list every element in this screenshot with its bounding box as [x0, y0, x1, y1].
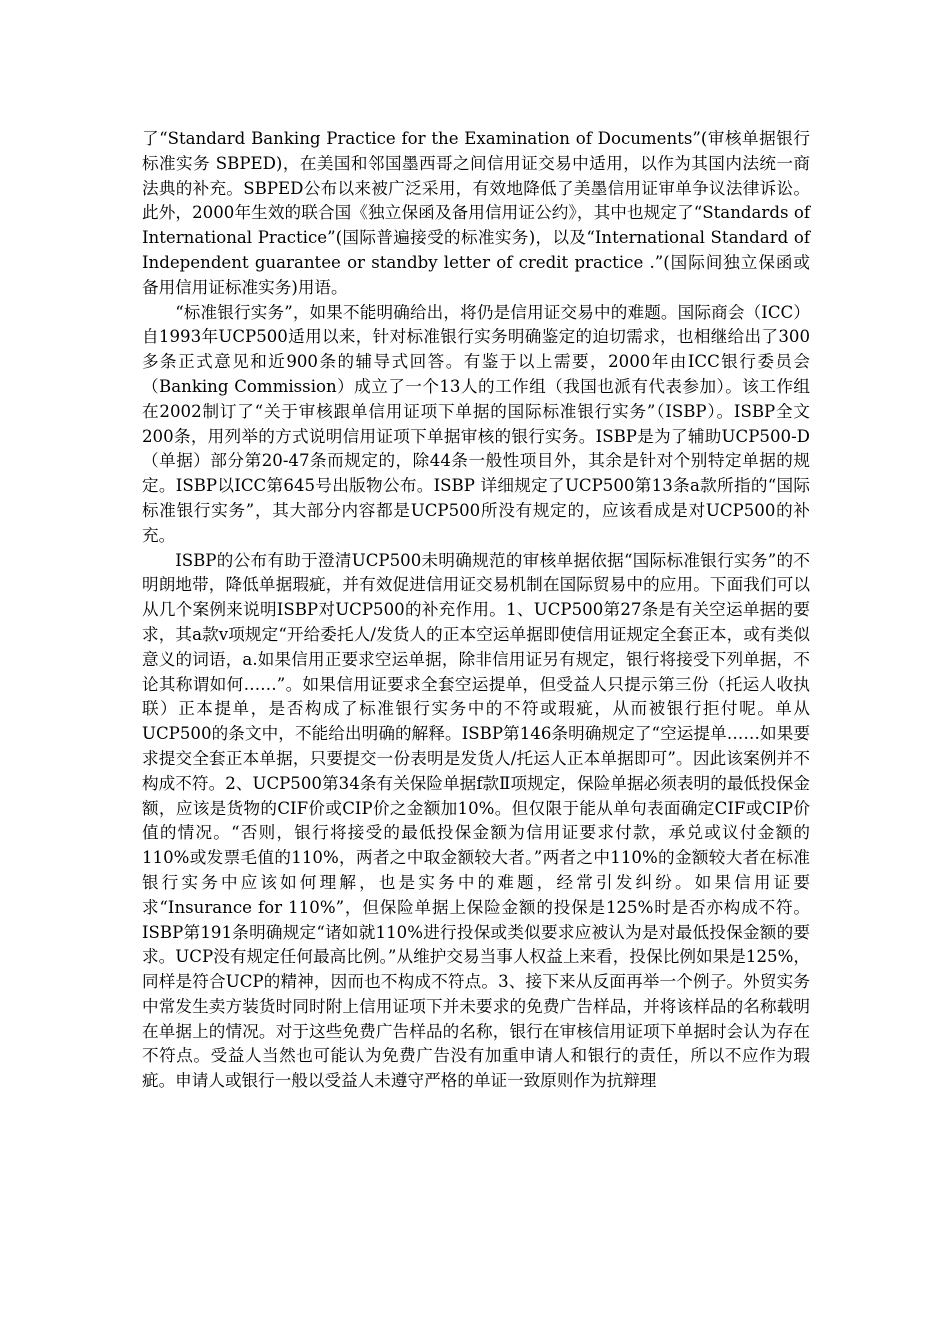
paragraph-2: “标准银行实务”，如果不能明确给出，将仍是信用证交易中的难题。国际商会（ICC）自1993年UCP500适用以来，针对标准银行实务明确鉴定的迫切需求，也相继给出了300多条正式意见和近900条的辅导式回答。有鉴于以上需要，2000年由ICC银行委员会（Banking Commission）成立了一个13人的工作组（我国也派有代表参加）。该工作组在2002制订了“关于审核跟单信用证项下单据的国际标准银行实务”（ISBP）。ISBP全文200条，用列举的方式说明信用证项下单据审核的银行实务。ISBP是为了辅助UCP500-D（单据）部分第20-47条而规定的，除44条一般性项目外，其余是针对个别特定单据的规定。ISBP以ICC第645号出版物公布。ISBP 详细规定了UCP500第13条a款所指的“国际标准银行实务”，其大部分内容都是UCP500所没有规定的，应该看成是对UCP500的补充。 [142, 302, 810, 545]
paragraph-1: 了“Standard Banking Practice for the Examination of Documents”(审核单据银行标准实务 SBPED)，在美国和邻国墨西哥之间信用证交易中适用，以作为其国内法统一商法典的补充。SBPED公布以来被广泛采用，有效地降低了美墨信用证审单争议法律诉讼。 此外，2000年生效的联合国《独立保函及备用信用证公约》，其中也规定了“Standards of International Practice”(国际普遍接受的标准实务)，以及“International Standard of Independent guarantee or standby letter of credit practice .”(国际间独立保函或备用信用证标准实务)用语。 [142, 129, 810, 297]
document-body [142, 127, 810, 1094]
paragraph-3: ISBP的公布有助于澄清UCP500未明确规范的审核单据依据“国际标准银行实务”的不明朗地带，降低单据瑕疵，并有效促进信用证交易机制在国际贸易中的应用。下面我们可以从几个案例来说明ISBP对UCP500的补充作用。1、UCP500第27条是有关空运单据的要求，其a款v项规定“开给委托人/发货人的正本空运单据即使信用证规定全套正本，或有类似意义的词语，a.如果信用正要求空运单据，除非信用证另有规定，银行将接受下列单据，不论其称谓如何……”。如果信用证要求全套空运提单，但受益人只提示第三份（托运人收执联）正本提单，是否构成了标准银行实务中的不符或瑕疵，从而被银行拒付呢。单从UCP500的条文中，不能给出明确的解释。ISBP第146条明确规定了“空运提单……如果要求提交全套正本单据，只要提交一份表明是发货人/托运人正本单据即可”。因此该案例并不构成不符。2、UCP500第34条有关保险单据f款Ⅱ项规定，保险单据必须表明的最低投保金额，应该是货物的CIF价或CIP价之金额加10%。但仅限于能从单句表面确定CIF或CIP价值的情况。“否则，银行将接受的最低投保金额为信用证要求付款，承兑或议付金额的110%或发票毛值的110%，两者之中取金额较大者。”两者之中110%的金额较大者在标准银行实务中应该如何理解，也是实务中的难题，经常引发纠纷。如果信用证要求“Insurance for 110%”，但保险单据上保险金额的投保是125%时是否亦构成不符。ISBP第191条明确规定“诸如就110%进行投保或类似要求应被认为是对最低投保金额的要求。UCP没有规定任何最高比例。”从维护交易当事人权益上来看，投保比例如果是125%，同样是符合UCP的精神，因而也不构成不符点。3、接下来从反面再举一个例子。外贸实务中常发生卖方装货时同时附上信用证项下并未要求的免费广告样品，并将该样品的名称载明在单据上的情况。对于这些免费广告样品的名称，银行在审核信用证项下单据时会认为存在不符点。受益人当然也可能认为免费广告没有加重申请人和银行的责任，所以不应作为瑕疵。申请人或银行一般以受益人未遵守严格的单证一致原则作为抗辩理 [142, 550, 810, 1091]
